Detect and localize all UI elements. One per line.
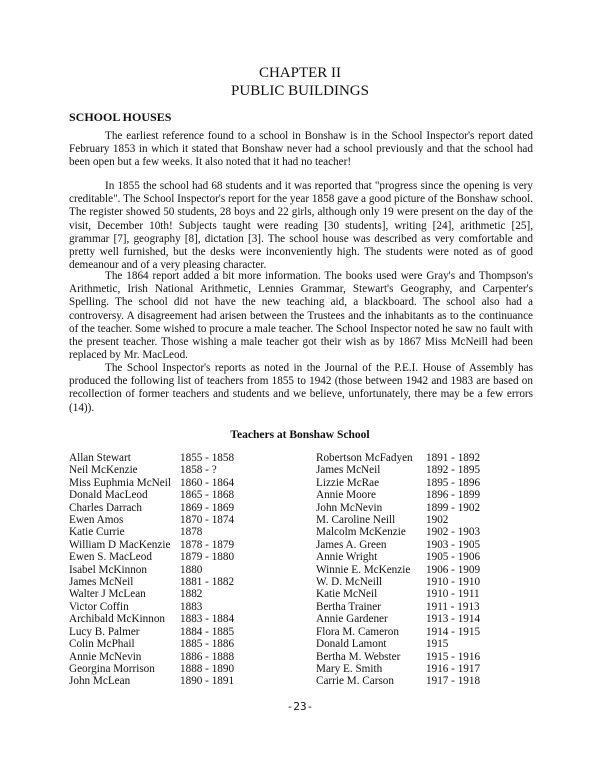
teacher-years: 1914 - 1915 <box>426 625 481 638</box>
teacher-years: 1903 - 1905 <box>426 538 481 551</box>
teacher-years: 1882 <box>180 588 203 601</box>
teacher-years: 1858 - ? <box>180 464 217 477</box>
teacher-name: Isabel McKinnon <box>69 563 147 576</box>
teachers-list-right <box>316 452 480 688</box>
teacher-years: 1902 - 1903 <box>426 526 481 539</box>
teacher-years: 1910 - 1910 <box>426 576 481 589</box>
teacher-name: Katie McNeil <box>316 588 378 601</box>
teacher-name: Katie Currie <box>69 526 125 539</box>
teacher-years: 1860 - 1864 <box>180 476 235 489</box>
teacher-row <box>316 477 480 489</box>
teacher-row <box>69 452 234 464</box>
chapter-title: PUBLIC BUILDINGS <box>231 83 369 99</box>
teacher-years: 1855 - 1858 <box>180 452 235 464</box>
teacher-row <box>316 638 480 650</box>
teacher-name: Annie Moore <box>316 489 376 502</box>
teacher-name: James McNeil <box>69 576 134 589</box>
teacher-row <box>69 564 234 576</box>
teacher-row <box>316 526 480 538</box>
teacher-name: Colin McPhail <box>69 638 135 651</box>
teacher-name: Winnie E. McKenzie <box>316 563 411 576</box>
teacher-name: Robertson McFadyen <box>316 452 413 464</box>
teacher-name: Allan Stewart <box>69 452 131 464</box>
teacher-name: Mary E. Smith <box>316 662 383 675</box>
teacher-years: 1879 - 1880 <box>180 551 235 564</box>
section-heading: SCHOOL HOUSES <box>69 110 172 124</box>
teacher-row <box>69 663 234 675</box>
teacher-row <box>316 663 480 675</box>
teacher-years: 1917 - 1918 <box>426 675 481 688</box>
teacher-row <box>69 502 234 514</box>
teacher-years: 1911 - 1913 <box>426 600 480 613</box>
teacher-row <box>69 477 234 489</box>
teachers-list-left <box>69 452 234 688</box>
teacher-name: Lizzie McRae <box>316 476 380 489</box>
teacher-name: Bertha M. Webster <box>316 650 401 663</box>
teacher-years: 1880 <box>180 563 203 576</box>
teacher-name: Donald Lamont <box>316 638 387 651</box>
teacher-name: Miss Euphmia McNeil <box>69 476 171 489</box>
teacher-name: Charles Darrach <box>69 501 142 514</box>
teacher-name: Lucy B. Palmer <box>69 625 140 638</box>
teacher-name: John McLean <box>69 675 131 688</box>
teacher-years: 1902 <box>426 514 449 527</box>
teacher-years: 1915 - 1916 <box>426 650 481 663</box>
teacher-row <box>69 489 234 501</box>
teacher-row <box>316 452 480 464</box>
teacher-years: 1896 - 1899 <box>426 489 481 502</box>
teacher-name: Bertha Trainer <box>316 600 381 613</box>
teacher-row <box>69 613 234 625</box>
teacher-name: Victor Coffin <box>69 600 129 613</box>
teacher-years: 1895 - 1896 <box>426 476 481 489</box>
teacher-name: Donald MacLeod <box>69 489 148 502</box>
teacher-name: John McNevin <box>316 501 383 514</box>
teacher-years: 1915 <box>426 638 449 651</box>
teacher-years: 1916 - 1917 <box>426 662 481 675</box>
teacher-years: 1885 - 1886 <box>180 638 235 651</box>
teacher-row <box>316 564 480 576</box>
teacher-row <box>69 526 234 538</box>
teacher-row <box>316 464 480 476</box>
teacher-row <box>316 576 480 588</box>
teachers-table-title: Teachers at Bonshaw School <box>230 429 370 441</box>
teacher-years: 1891 - 1892 <box>426 452 481 464</box>
teacher-row <box>316 626 480 638</box>
teacher-row <box>69 675 234 687</box>
teacher-years: 1870 - 1874 <box>180 514 235 527</box>
teacher-row <box>316 675 480 687</box>
paragraph-3: The 1864 report added a bit more information. The books used were Gray's and Thompson's Arithmetic, Irish National Arithmetic, Lennies Grammar, Stewart's Geography, and Carpenter's Spelling. The school did not have the new teaching aid, a blackboard. The school also had a controversy. A disagreement had arisen between the Trustees and the inhabitants as to the continuance of the teacher. Some wished to procure a male teacher. The School Inspector noted he saw no fault with the present teacher. Those wishing a male teacher got their wish as by 1867 Miss McNeill had been replaced by Mr. MacLeod. <box>69 270 533 362</box>
teacher-row <box>69 539 234 551</box>
teacher-row <box>316 502 480 514</box>
teacher-name: Archibald McKinnon <box>69 613 166 626</box>
teacher-row <box>316 588 480 600</box>
paragraph-2: In 1855 the school had 68 students and it was reported that "progress since the opening is very creditable". The School Inspector's report for the year 1858 gave a good picture of the Bonshaw school. The register showed 50 students, 28 boys and 22 girls, although only 19 were present on the day of the visit, December 10th! Subjects taught were reading [30 students], writing [24], arithmetic [25], grammar [7], geography [8], dictation [3]. The school house was described as very comfortable and pretty well furnished, but the desks were inconveniently high. The students were noted as of good demeanour and of a very pleasing character. <box>69 180 533 272</box>
teacher-name: Flora M. Cameron <box>316 625 399 638</box>
teacher-name: James A. Green <box>316 538 387 551</box>
teacher-name: Ewen S. MacLeod <box>69 551 152 564</box>
teacher-years: 1878 <box>180 526 203 539</box>
teacher-years: 1910 - 1911 <box>426 588 480 601</box>
teacher-row <box>316 539 480 551</box>
teacher-years: 1890 - 1891 <box>180 675 235 688</box>
teacher-years: 1883 - 1884 <box>180 613 235 626</box>
teacher-name: M. Caroline Neill <box>316 514 396 527</box>
teacher-name: Neil McKenzie <box>69 464 138 477</box>
teacher-years: 1906 - 1909 <box>426 563 481 576</box>
teacher-row <box>316 514 480 526</box>
teacher-row <box>316 551 480 563</box>
teacher-row <box>69 514 234 526</box>
teacher-row <box>316 613 480 625</box>
teacher-years: 1905 - 1906 <box>426 551 481 564</box>
teacher-years: 1869 - 1869 <box>180 501 235 514</box>
page-number: -23- <box>286 700 314 713</box>
teacher-years: 1899 - 1902 <box>426 501 481 514</box>
paragraph-4: The School Inspector's reports as noted in the Journal of the P.E.I. House of Assembly has produced the following list of teachers from 1855 to 1942 (those between 1942 and 1983 are based on recollection of former teachers and students and we believe, unfortunately, there may be a few errors (14)). <box>69 362 533 414</box>
teacher-name: W. D. McNeill <box>316 576 383 589</box>
teacher-years: 1888 - 1890 <box>180 662 235 675</box>
teacher-years: 1892 - 1895 <box>426 464 481 477</box>
teacher-years: 1883 <box>180 600 203 613</box>
teacher-row <box>69 651 234 663</box>
teacher-years: 1865 - 1868 <box>180 489 235 502</box>
teacher-row <box>69 601 234 613</box>
teacher-name: Ewen Amos <box>69 514 124 527</box>
teacher-years: 1886 - 1888 <box>180 650 235 663</box>
teacher-name: William D MacKenzie <box>69 538 171 551</box>
teacher-name: Malcolm McKenzie <box>316 526 406 539</box>
teacher-years: 1913 - 1914 <box>426 613 481 626</box>
teacher-row <box>69 464 234 476</box>
teacher-name: Carrie M. Carson <box>316 675 394 688</box>
teacher-row <box>69 588 234 600</box>
teacher-years: 1878 - 1879 <box>180 538 235 551</box>
teacher-row <box>69 626 234 638</box>
teacher-years: 1881 - 1882 <box>180 576 235 589</box>
teacher-name: Annie Gardener <box>316 613 388 626</box>
teacher-name: Georgina Morrison <box>69 662 155 675</box>
teacher-row <box>316 489 480 501</box>
paragraph-1: The earliest reference found to a school in Bonshaw is in the School Inspector's report dated February 1853 in which it stated that Bonshaw never had a school previously and that the school had been open but a few weeks. It also noted that it had no teacher! <box>69 130 533 169</box>
chapter-header <box>0 64 600 100</box>
teacher-name: Walter J McLean <box>69 588 146 601</box>
teacher-row <box>316 601 480 613</box>
teacher-row <box>69 576 234 588</box>
teacher-row <box>316 651 480 663</box>
teacher-years: 1884 - 1885 <box>180 625 235 638</box>
teacher-name: James McNeil <box>316 464 381 477</box>
teacher-row <box>69 551 234 563</box>
teacher-row <box>69 638 234 650</box>
chapter-number: CHAPTER II <box>258 65 342 81</box>
teacher-name: Annie Wright <box>316 551 378 564</box>
teacher-name: Annie McNevin <box>69 650 142 663</box>
